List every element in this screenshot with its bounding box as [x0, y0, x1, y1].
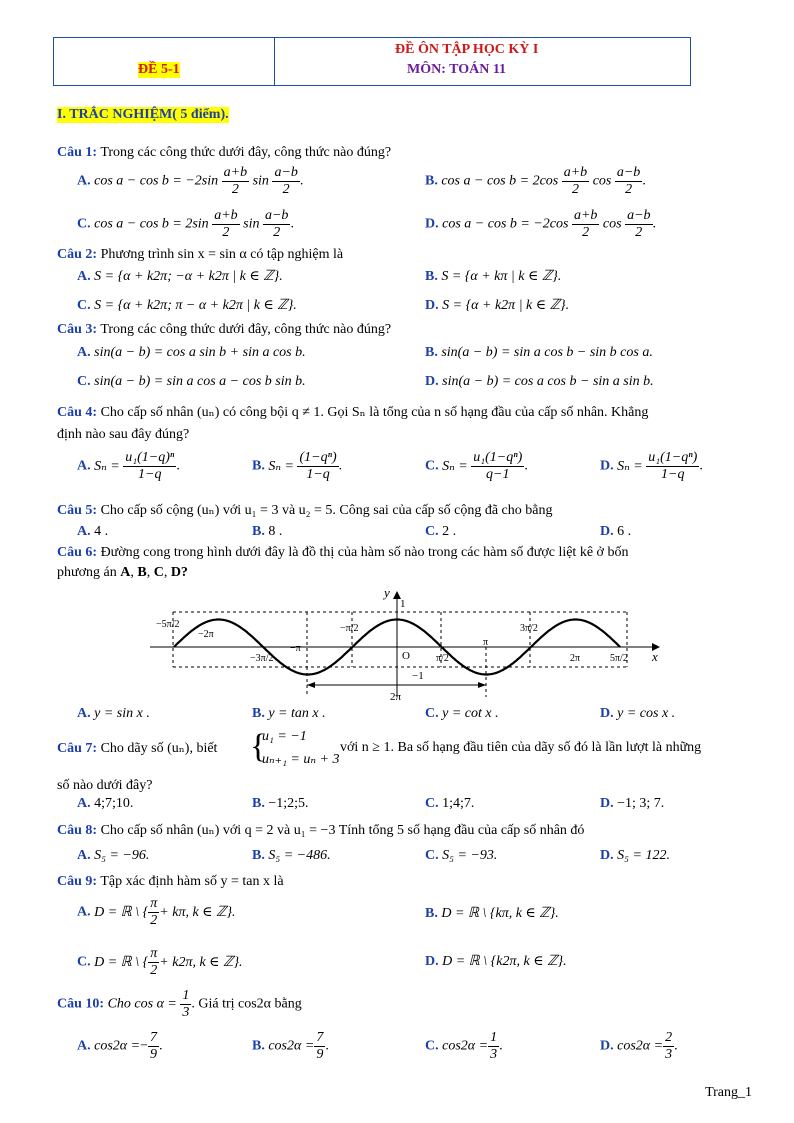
q7-option-a[interactable]: A. 4;7;10. — [77, 796, 134, 811]
q2-option-a[interactable]: A. S = {α + k2π; −α + k2π | k ∈ ℤ}. — [77, 269, 283, 284]
cosine-graph — [140, 585, 680, 705]
q5-option-a[interactable]: A. 4 . — [77, 524, 109, 539]
q9-option-b[interactable]: B. D = ℝ \ {kπ, k ∈ ℤ}. — [425, 906, 559, 921]
q7-system-line2: uₙ₊₁ = uₙ + 3 — [262, 752, 340, 767]
q5-option-c[interactable]: C. 2 . — [425, 524, 457, 539]
q7-brace: { — [250, 728, 267, 765]
question-3: Câu 3: Trong các công thức dưới đây, công thức nào đúng? — [57, 322, 392, 337]
question-7-cont2: số nào dưới đây? — [57, 778, 153, 793]
q8-option-a[interactable]: A. S₅ = −96. — [77, 848, 150, 863]
question-6: Câu 6: Đường cong trong hình dưới đây là đồ thị của hàm số nào trong các hàm số được liệt kê ở bốn — [57, 545, 629, 560]
q7-option-c[interactable]: C. 1;4;7. — [425, 796, 475, 811]
q10-option-d[interactable]: D. cos2α = $\frac{2}{3}$ . — [600, 1030, 678, 1062]
question-1: Câu 1: Trong các công thức dưới đây, công thức nào đúng? — [57, 145, 392, 160]
q10-option-c[interactable]: C. cos2α = $\frac{1}{3}$ . — [425, 1030, 503, 1062]
q10-option-a[interactable]: A. cos2α =− $\frac{7}{9}$ . — [77, 1030, 163, 1062]
span-arrow-right — [478, 682, 486, 688]
section-title: I. TRẮC NGHIỆM( 5 điểm). — [57, 107, 229, 122]
q9-option-c[interactable]: C. D = ℝ \ { $\frac{\pi}{2}$ + k2π, k ∈ ℤ}. — [77, 946, 243, 978]
label-m3pi2: −3π/2 — [250, 653, 274, 664]
q3-option-a[interactable]: A. sin(a − b) = cos a sin b + sin a cos b. — [77, 345, 306, 360]
question-4-cont: định nào sau đây đúng? — [57, 427, 190, 442]
q4-option-c[interactable]: C. Sₙ = $\frac{\text{u₁(1−qⁿ)}}{q-1}$ . — [425, 450, 528, 482]
q4-option-b[interactable]: B. Sₙ = $\frac{\text{(1−qⁿ)}}{1-q}$ . — [252, 450, 343, 482]
label-mpi2: −π/2 — [340, 623, 359, 634]
q3-option-d[interactable]: D. sin(a − b) = cos a cos b − sin a sin b. — [425, 374, 654, 389]
label-pi: π — [483, 637, 489, 648]
question-6-cont: phương án A, B, C, D? — [57, 565, 188, 580]
label-m5pi2: −5π/2 — [156, 619, 180, 630]
label-origin: O — [402, 650, 410, 662]
question-9: Câu 9: Tập xác định hàm số y = tan x là — [57, 874, 284, 889]
q5-option-b[interactable]: B. 8 . — [252, 524, 283, 539]
question-8: Câu 8: Cho cấp số nhân (uₙ) với q = 2 và u₁ = −3 Tính tổng 5 số hạng đầu của cấp số nhân đó — [57, 823, 585, 838]
label-5pi2: 5π/2 — [610, 653, 628, 664]
q7-option-b[interactable]: B. −1;2;5. — [252, 796, 309, 811]
q7-option-d[interactable]: D. −1; 3; 7. — [600, 796, 665, 811]
span-arrow-left — [307, 682, 315, 688]
q6-option-b[interactable]: B. y = tan x . — [252, 706, 326, 721]
question-7: Câu 7: Cho dãy số (uₙ), biết — [57, 741, 218, 756]
exam-subject: MÔN: TOÁN 11 — [407, 62, 507, 77]
y-label: y — [384, 585, 390, 600]
question-5: Câu 5: Cho cấp số cộng (uₙ) với u₁ = 3 và u₂ = 5. Công sai của cấp số cộng đã cho bằng — [57, 503, 553, 518]
exam-code: ĐỀ 5-1 — [138, 62, 180, 77]
label-two-pi-span: 2π — [390, 691, 402, 703]
q6-option-a[interactable]: A. y = sin x . — [77, 706, 150, 721]
question-10: Câu 10: Cho cos α = $\frac{1}{3}$ . Giá trị cos2α bằng — [57, 988, 302, 1020]
q2-option-b[interactable]: B. S = {α + kπ | k ∈ ℤ}. — [425, 269, 562, 284]
label-3pi2: 3π/2 — [520, 623, 538, 634]
q2-option-d[interactable]: D. S = {α + k2π | k ∈ ℤ}. — [425, 298, 570, 313]
q8-option-c[interactable]: C. S₅ = −93. — [425, 848, 498, 863]
q6-option-d[interactable]: D. y = cos x . — [600, 706, 676, 721]
header-left-cell — [54, 38, 275, 85]
label-mpi: −π — [290, 643, 301, 654]
label-2pi: 2π — [570, 653, 581, 664]
q2-option-c[interactable]: C. S = {α + k2π; π − α + k2π | k ∈ ℤ}. — [77, 298, 297, 313]
q9-option-d[interactable]: D. D = ℝ \ {k2π, k ∈ ℤ}. — [425, 954, 567, 969]
label-m2pi: −2π — [198, 629, 214, 640]
exam-title: ĐỀ ÔN TẬP HỌC KỲ I — [395, 42, 539, 57]
q8-option-b[interactable]: B. S₅ = −486. — [252, 848, 331, 863]
q3-option-b[interactable]: B. sin(a − b) = sin a cos b − sin b cos a. — [425, 345, 653, 360]
label-minus-one: −1 — [412, 670, 424, 682]
q1-option-d[interactable]: D. cos a − cos b = −2cos $\frac{a+b}{2}$ cos $\frac{a-b}{2}$ . — [425, 208, 657, 240]
label-pi2: π/2 — [436, 653, 449, 664]
question-4: Câu 4: Cho cấp số nhân (uₙ) có công bội q ≠ 1. Gọi Sₙ là tổng của n số hạng đầu của cấp số nhân. Khẳng — [57, 405, 649, 420]
label-one: 1 — [400, 598, 406, 610]
q1-option-b[interactable]: B. cos a − cos b = 2cos $\frac{a+b}{2}$ cos $\frac{a-b}{2}$ . — [425, 165, 646, 197]
q1-option-c[interactable]: C. cos a − cos b = 2sin $\frac{a+b}{2}$ sin $\frac{a-b}{2}$ . — [77, 208, 294, 240]
page-footer: Trang_1 — [705, 1085, 752, 1100]
q8-option-d[interactable]: D. S₅ = 122. — [600, 848, 670, 863]
q3-option-c[interactable]: C. sin(a − b) = sin a cos a − cos b sin b. — [77, 374, 306, 389]
q10-option-b[interactable]: B. cos2α = $\frac{7}{9}$ . — [252, 1030, 329, 1062]
question-7-cont: với n ≥ 1. Ba số hạng đầu tiên của dãy số đó là lần lượt là những — [340, 740, 702, 755]
q6-option-c[interactable]: C. y = cot x . — [425, 706, 499, 721]
q4-option-d[interactable]: D. Sₙ = $\frac{\text{u₁(1−qⁿ)}}{1-q}$ . — [600, 450, 703, 482]
q7-system-line1: u₁ = −1 — [262, 729, 307, 744]
q5-option-d[interactable]: D. 6 . — [600, 524, 632, 539]
q4-option-a[interactable]: A. Sₙ = $\frac{\text{u₁(1−q)ⁿ}}{1-q}$ . — [77, 450, 180, 482]
q1-option-a[interactable]: A. cos a − cos b = −2sin $\frac{a+b}{2}$ sin $\frac{a-b}{2}$ . — [77, 165, 304, 197]
question-2: Câu 2: Phương trình sin x = sin α có tập nghiệm là — [57, 247, 344, 262]
x-label: x — [652, 649, 658, 664]
q9-option-a[interactable]: A. D = ℝ \ { $\frac{\pi}{2}$ + kπ, k ∈ ℤ}. — [77, 896, 236, 928]
exam-header — [53, 37, 691, 86]
header-right-cell — [275, 38, 690, 85]
